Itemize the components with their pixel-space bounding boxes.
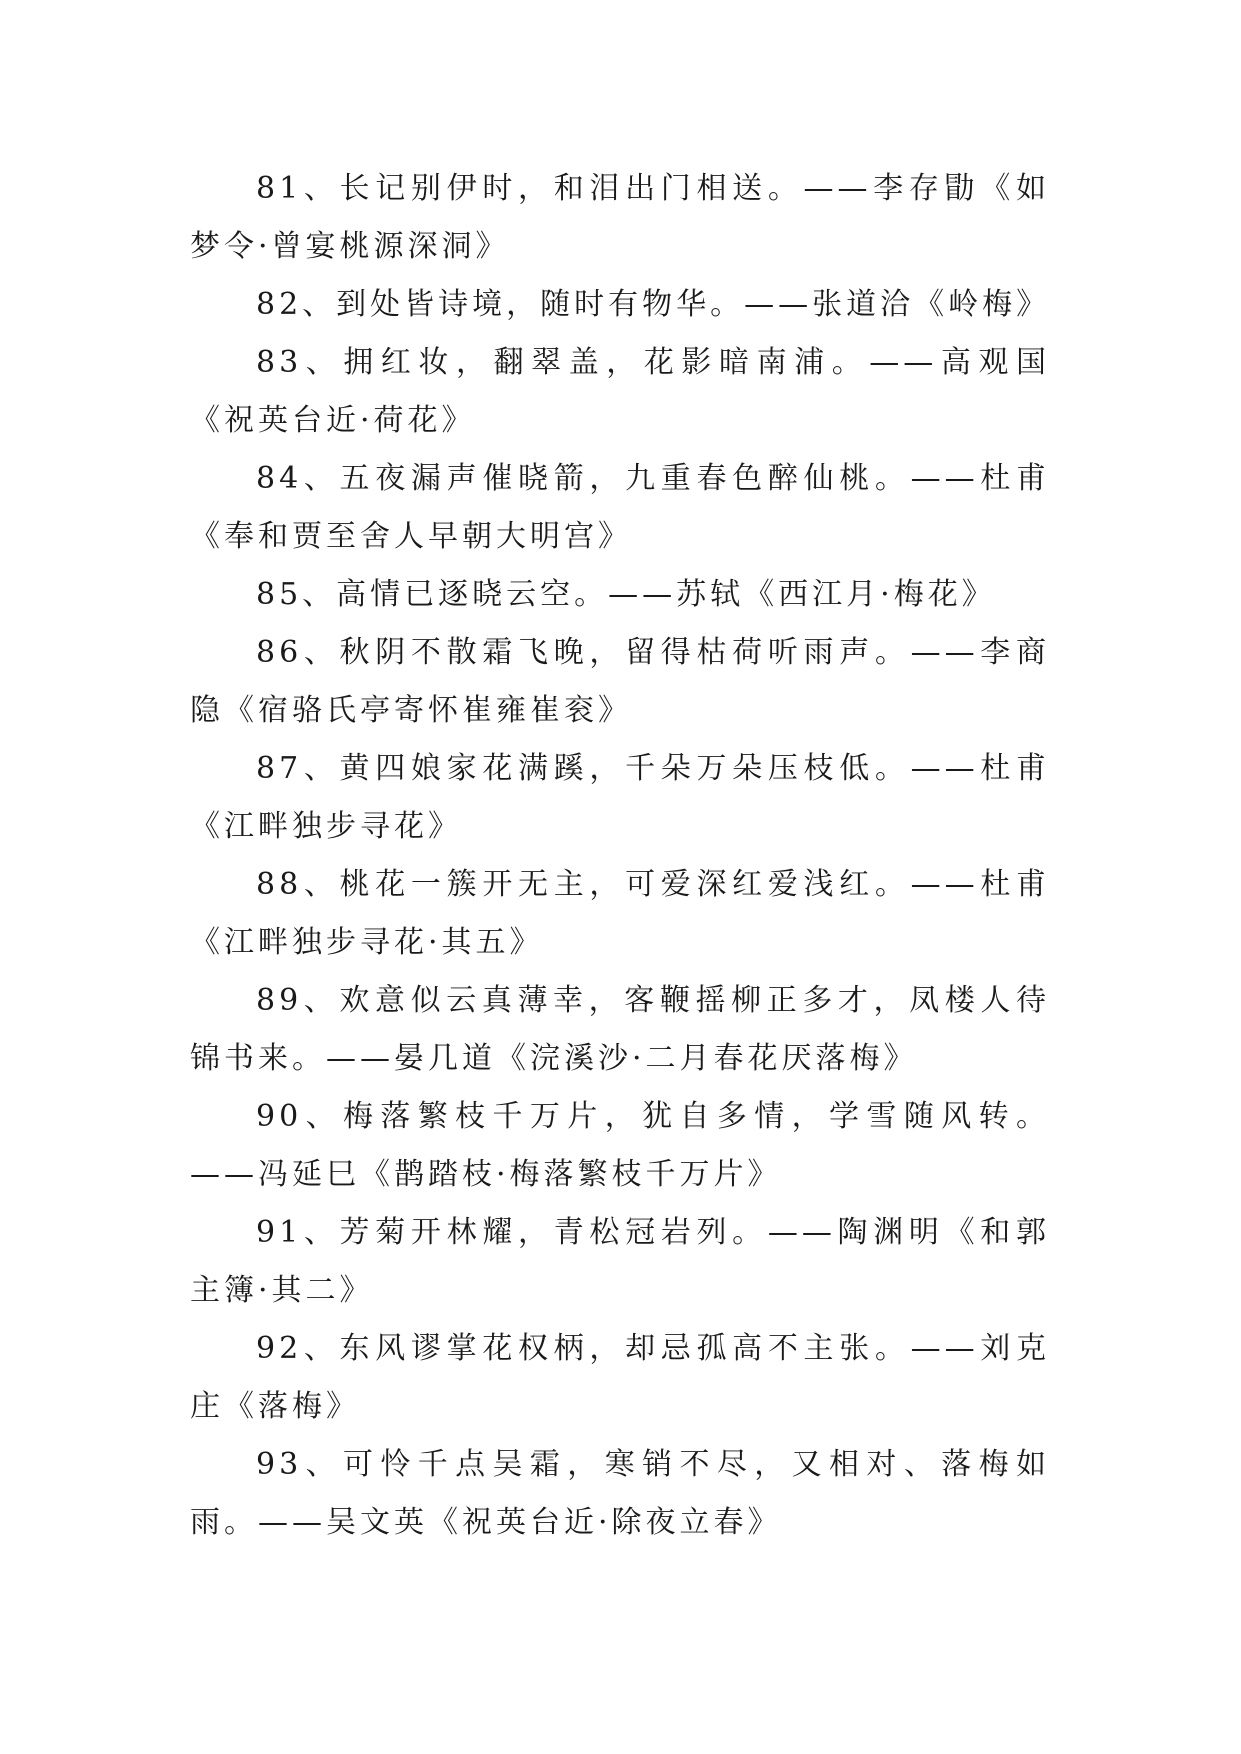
quote-entry-85: 85、高情已逐晓云空。——苏轼《西江月·梅花》 bbox=[256, 577, 996, 612]
quote-entry-91: 91、芳菊开林耀，青松冠岩列。——陶渊明《和郭主簿·其二》 bbox=[190, 1215, 1050, 1308]
quote-list bbox=[190, 160, 1050, 1552]
quote-entry-86: 86、秋阴不散霜飞晚，留得枯荷听雨声。——李商隐《宿骆氏亭寄怀崔雍崔衮》 bbox=[190, 635, 1050, 728]
quote-entry-88: 88、桃花一簇开无主，可爱深红爱浅红。——杜甫《江畔独步寻花·其五》 bbox=[190, 867, 1050, 960]
quote-entry-90: 90、梅落繁枝千万片，犹自多情，学雪随风转。——冯延巳《鹊踏枝·梅落繁枝千万片》 bbox=[190, 1099, 1050, 1192]
quote-entry-89: 89、欢意似云真薄幸，客鞭摇柳正多才，凤楼人待锦书来。——晏几道《浣溪沙·二月春花厌落梅》 bbox=[190, 983, 1050, 1076]
quote-entry-92: 92、东风谬掌花权柄，却忌孤高不主张。——刘克庄《落梅》 bbox=[190, 1331, 1050, 1424]
quote-entry-82: 82、到处皆诗境，随时有物华。——张道洽《岭梅》 bbox=[256, 287, 1051, 322]
quote-entry-93: 93、可怜千点吴霜，寒销不尽，又相对、落梅如雨。——吴文英《祝英台近·除夜立春》 bbox=[190, 1447, 1050, 1540]
quote-entry-83: 83、拥红妆，翻翠盖，花影暗南浦。——高观国《祝英台近·荷花》 bbox=[190, 345, 1050, 438]
quote-entry-81: 81、长记别伊时，和泪出门相送。——李存勖《如梦令·曾宴桃源深洞》 bbox=[190, 171, 1050, 264]
quote-entry-87: 87、黄四娘家花满蹊，千朵万朵压枝低。——杜甫《江畔独步寻花》 bbox=[190, 751, 1050, 844]
quote-entry-84: 84、五夜漏声催晓箭，九重春色醉仙桃。——杜甫《奉和贾至舍人早朝大明宫》 bbox=[190, 461, 1050, 554]
